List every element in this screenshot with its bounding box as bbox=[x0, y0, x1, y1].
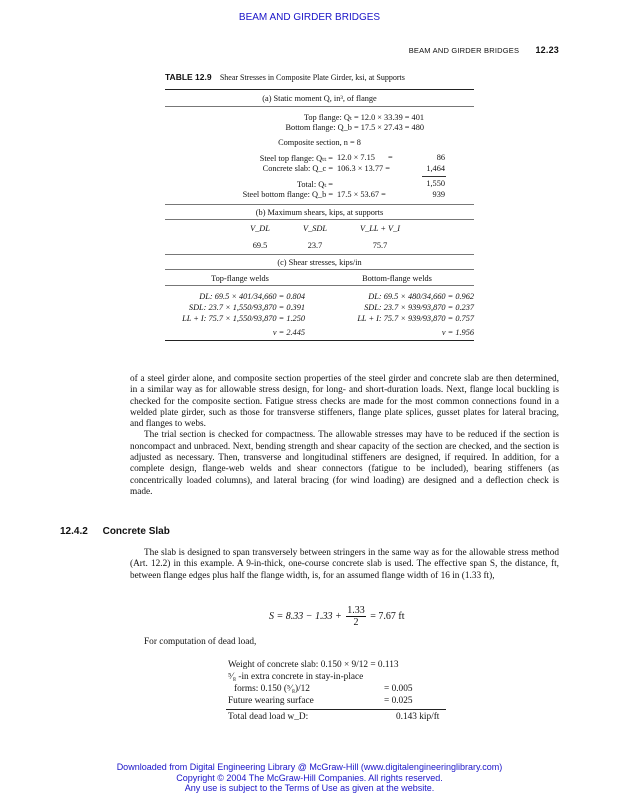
slab-val: 1,464 bbox=[426, 164, 445, 173]
shear-val-sdl: 23.7 bbox=[307, 241, 323, 250]
running-head bbox=[409, 45, 559, 55]
table-rule bbox=[165, 285, 474, 286]
dead-load-extra-val: = 0.005 bbox=[384, 684, 413, 694]
table-title: Shear Stresses in Composite Plate Girder, ksi, at Supports bbox=[219, 73, 405, 82]
body-text-block bbox=[130, 548, 559, 582]
table-bottom-rule bbox=[165, 340, 474, 341]
bottom-weld-row: DL: 69.5 × 480/34,660 = 0.962 bbox=[368, 292, 474, 301]
dead-load-total-val: 0.143 kip/ft bbox=[396, 712, 440, 722]
dead-load-total-label: Total dead load w_D: bbox=[228, 712, 309, 722]
shear-col-sdl: V_SDL bbox=[303, 224, 327, 233]
steel-bottom-label: Steel bottom flange: Q_b = bbox=[242, 190, 333, 199]
composite-header: Composite section, n = 8 bbox=[278, 138, 361, 147]
top-weld-row: SDL: 23.7 × 1,550/93,870 = 0.391 bbox=[188, 303, 305, 312]
section-heading bbox=[60, 526, 170, 537]
steel-top-val: 86 bbox=[436, 153, 445, 162]
book-banner: BEAM AND GIRDER BRIDGES bbox=[238, 12, 381, 23]
formula-right: = 7.67 ft bbox=[370, 611, 405, 622]
dead-load-wearing-val: = 0.025 bbox=[384, 696, 413, 706]
page-number: 12.23 bbox=[535, 45, 559, 55]
table-rule bbox=[165, 106, 474, 107]
slab-label: Concrete slab: Q_c = bbox=[262, 164, 333, 173]
steel-top-label: Steel top flange: Qₜₜ = bbox=[259, 154, 333, 163]
paragraph: of a steel girder alone, and composite section properties of the steel girder and concrete slab are then determined, in a similar way as for allowable stress design, for long- and short-duration loads. Next, flange local buckling is checked for the composite section. Fatigue stress checks are made for the most common connections found in a welded plate girder, such as those for transverse stiffeners, flange plate splices, gusset plates for lateral bracing, and flanges to webs. bbox=[130, 374, 559, 430]
shear-col-ll: V_LL + V_I bbox=[359, 224, 401, 233]
top-weld-row: DL: 69.5 × 401/34,660 = 0.804 bbox=[199, 292, 305, 301]
bottom-weld-row: SDL: 23.7 × 939/93,870 = 0.237 bbox=[364, 303, 474, 312]
table-caption bbox=[165, 72, 405, 82]
steel-top-expr: 12.0 × 7.15 bbox=[337, 153, 375, 162]
dead-load-slab: Weight of concrete slab: 0.150 × 9/12 = 0.113 bbox=[228, 660, 399, 670]
dead-load-wearing-label: Future wearing surface bbox=[228, 696, 314, 706]
table-part-c-header: (c) Shear stresses, kips/in bbox=[277, 258, 362, 267]
formula-denominator: 2 bbox=[353, 617, 359, 628]
bottom-welds-header: Bottom-flange welds bbox=[362, 274, 432, 283]
body-text-block bbox=[130, 637, 559, 648]
shear-val-dl: 69.5 bbox=[252, 241, 268, 250]
footer-download-link[interactable]: Downloaded from Digital Engineering Library @ McGraw-Hill (www.digitalengineeringlibrary.com) bbox=[116, 762, 503, 772]
formula-numerator: 1.33 bbox=[347, 605, 365, 616]
dead-load-extra-line2: forms: 0.150 (⁵⁄₈)/12 bbox=[234, 684, 310, 694]
top-weld-row: LL + I: 75.7 × 1,550/93,870 = 1.250 bbox=[182, 314, 305, 323]
dead-load-sum-rule bbox=[226, 709, 446, 710]
slab-expr: 106.3 × 13.77 = bbox=[337, 164, 390, 173]
section-title: Concrete Slab bbox=[102, 526, 170, 537]
body-text-block bbox=[130, 374, 559, 498]
table-rule bbox=[165, 219, 474, 220]
table-rule bbox=[165, 269, 474, 270]
top-weld-total: v = 2.445 bbox=[272, 328, 305, 337]
formula-left: S = 8.33 − 1.33 + bbox=[269, 611, 342, 622]
table-part-a-header: (a) Static moment Q, in³, of flange bbox=[262, 94, 377, 103]
bottom-weld-row: LL + I: 75.7 × 939/93,870 = 0.757 bbox=[357, 314, 474, 323]
section-number: 12.4.2 bbox=[60, 526, 88, 537]
table-label: TABLE 12.9 bbox=[165, 72, 212, 82]
copyright-footer bbox=[0, 762, 619, 794]
shear-val-ll: 75.7 bbox=[372, 241, 388, 250]
top-welds-header: Top-flange welds bbox=[211, 274, 269, 283]
footer-terms: Any use is subject to the Terms of Use as given at the website. bbox=[184, 783, 435, 793]
steel-bottom-val: 939 bbox=[432, 190, 445, 199]
footer-copyright: Copyright © 2004 The McGraw-Hill Companies. All rights reserved. bbox=[176, 772, 443, 783]
table-rule bbox=[165, 204, 474, 205]
paragraph: For computation of dead load, bbox=[144, 637, 257, 647]
table-rule bbox=[165, 254, 474, 255]
total-label: Total: Qₜ = bbox=[296, 180, 333, 189]
bottom-weld-total: v = 1.956 bbox=[441, 328, 474, 337]
steel-bottom-expr: 17.5 × 53.67 = bbox=[337, 190, 386, 199]
paragraph: The slab is designed to span transversely between stringers in the same way as for the allowable stress method (Art. 12.2) in this example. A 9-in-thick, one-course concrete slab is used. The effective span S, the distance, ft, between flange edges plus half the flange width, is, for an assumed flange width of 16 in (1.33 ft), bbox=[130, 548, 559, 581]
formula-fraction bbox=[346, 605, 366, 628]
running-head-title: BEAM AND GIRDER BRIDGES bbox=[408, 46, 520, 55]
table-top-rule bbox=[165, 89, 474, 90]
top-flange-row: Top flange: Qₜ = 12.0 × 33.39 = 401 bbox=[303, 113, 424, 122]
steel-top-eq: = bbox=[388, 153, 393, 162]
sum-rule bbox=[422, 176, 446, 177]
bottom-flange-row: Bottom flange: Q_b = 17.5 × 27.43 = 480 bbox=[285, 123, 424, 132]
paragraph: The trial section is checked for compactness. The allowable stresses may have to be reduced if the section is noncompact and unbraced. Next, bending strength and shear capacity of the section are checked, and the section is adjusted as necessary. Then, transverse and longitudinal stiffeners are designed, if required. In addition, for a complete design, flange-web welds and shear connectors (fatigue to be included), bearing stiffeners (as concentrically loaded columns), and lateral bracing (for wind loading) are designed and a deflection check is made. bbox=[130, 430, 559, 497]
dead-load-extra-line1: ⁵⁄₈ -in extra concrete in stay-in-place bbox=[228, 672, 364, 682]
shear-col-dl: V_DL bbox=[250, 224, 270, 233]
table-part-b-header: (b) Maximum shears, kips, at supports bbox=[255, 208, 384, 217]
total-val: 1,550 bbox=[426, 179, 445, 188]
